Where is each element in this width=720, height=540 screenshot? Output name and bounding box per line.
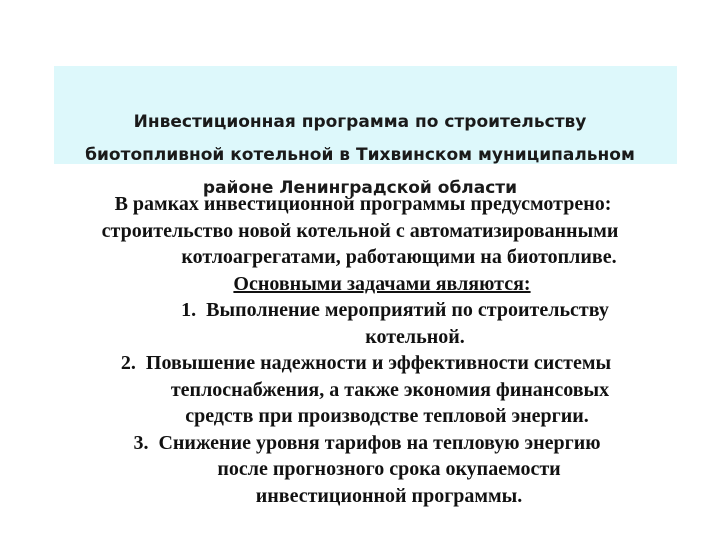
task-number: 2. xyxy=(120,352,136,374)
task-item-3-cont: инвестиционной программы. xyxy=(255,484,523,507)
task-item-1-cont: котельной. xyxy=(365,325,465,348)
intro-line-3: котлоагрегатами, работающими на биотопливе. xyxy=(181,246,617,268)
tasks-heading-row xyxy=(0,271,720,298)
task-item-2 xyxy=(0,350,720,377)
task-item-3 xyxy=(0,430,720,457)
task-text: Выполнение мероприятий по строительству xyxy=(206,299,609,321)
intro-line-2: строительство новой котельной с автоматизированными xyxy=(101,219,619,242)
task-number: 3. xyxy=(133,431,149,454)
task-item-2-cont: средств при производстве тепловой энергии. xyxy=(185,405,589,427)
task-text: Снижение уровня тарифов на тепловую энергию xyxy=(158,431,601,454)
title-line-2: биотопливной котельной в Тихвинском муниципальном xyxy=(85,145,635,165)
intro-line-1: В рамках инвестиционной программы предусмотрено: xyxy=(114,193,612,215)
title-line-1: Инвестиционная программа по строительству xyxy=(133,112,587,132)
task-item-1 xyxy=(0,297,720,324)
tasks-heading: Основными задачами являются: xyxy=(233,272,531,295)
task-item-3-cont: после прогнозного срока окупаемости xyxy=(217,458,561,480)
slide-body xyxy=(0,191,720,509)
task-item-2-cont: теплоснабжения, а также экономия финансовых xyxy=(170,378,610,401)
task-number: 1. xyxy=(181,299,197,321)
task-text: Повышение надежности и эффективности системы xyxy=(145,352,612,374)
title-line-3: районе Ленинградской области xyxy=(202,178,518,198)
